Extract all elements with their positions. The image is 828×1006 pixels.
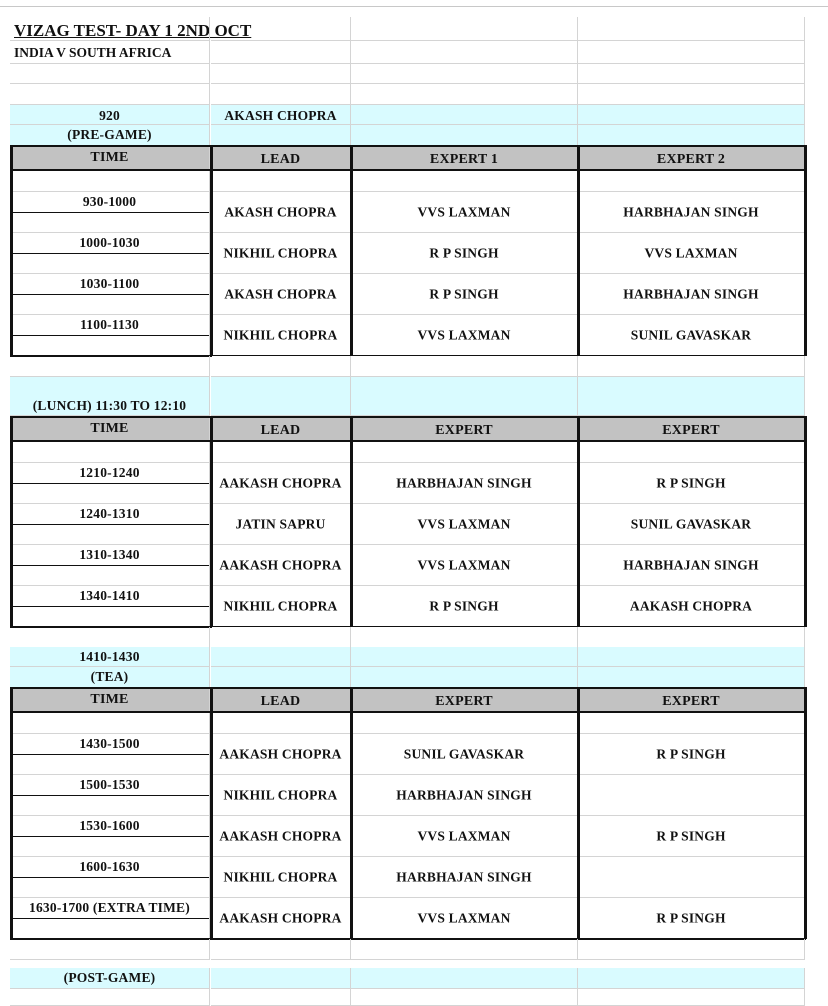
cell <box>10 713 210 734</box>
cell <box>10 627 210 648</box>
session3-row <box>0 857 828 898</box>
cell <box>351 105 578 125</box>
session2-lead: AAKASH CHOPRA <box>219 557 342 573</box>
session2-lead-cell <box>211 586 351 627</box>
session3-time: 1530-1600 <box>79 818 140 833</box>
table-border-right <box>804 687 807 939</box>
time-cell-divider <box>10 565 209 566</box>
session1-time-cell <box>10 192 210 233</box>
session1-header-label: LEAD <box>260 152 301 167</box>
cell <box>211 627 351 648</box>
session1-lead: NIKHIL CHOPRA <box>223 327 338 343</box>
cell <box>10 442 210 463</box>
session2-header-label: LEAD <box>260 423 301 438</box>
cell <box>10 64 210 84</box>
session1-time-cell <box>10 315 210 356</box>
session1-time: 1100-1130 <box>80 317 139 332</box>
session2-lead: JATIN SAPRU <box>235 516 326 532</box>
cell <box>10 377 210 398</box>
cell <box>578 64 805 84</box>
cell <box>211 17 351 41</box>
session1-header-time <box>10 146 210 171</box>
table-column-rule <box>577 416 580 627</box>
tea-label-row <box>0 667 828 688</box>
session2-expert2: HARBHAJAN SINGH <box>623 557 759 573</box>
session1-lead: NIKHIL CHOPRA <box>223 245 338 261</box>
table-column-rule <box>210 416 213 627</box>
session3-expert2: R P SINGH <box>656 746 726 762</box>
session2-expert1-cell <box>351 545 578 586</box>
cell <box>351 627 578 648</box>
cell <box>211 968 351 989</box>
session1-expert1-cell <box>351 274 578 315</box>
table-border-left <box>10 687 13 939</box>
time-cell-divider <box>10 918 209 919</box>
document-title: VIZAG TEST- DAY 1 2ND OCT <box>14 21 252 40</box>
session1-time: 1000-1030 <box>79 235 140 250</box>
session1-expert1: R P SINGH <box>429 245 499 261</box>
cell <box>211 125 351 146</box>
session3-header-expert1 <box>351 688 578 713</box>
tea-label: (TEA) <box>90 669 129 684</box>
session1-expert1: VVS LAXMAN <box>417 204 511 220</box>
session2-header-label: EXPERT <box>662 423 720 438</box>
session3-time-cell <box>10 734 210 775</box>
session2-time-cell <box>10 504 210 545</box>
session2-time: 1310-1340 <box>79 547 140 562</box>
session1-row <box>0 315 828 356</box>
cell <box>578 41 805 64</box>
cell <box>10 171 210 192</box>
session1-header-expert1 <box>351 146 578 171</box>
session3-lead: AAKASH CHOPRA <box>219 746 342 762</box>
cell <box>211 84 351 105</box>
session3-lead-cell <box>211 734 351 775</box>
session2-time: 1340-1410 <box>79 588 140 603</box>
session3-header-label: LEAD <box>260 694 301 709</box>
time-cell-divider <box>10 253 209 254</box>
session3-lead-cell <box>211 775 351 816</box>
table-column-rule <box>350 687 353 939</box>
cell <box>211 41 351 64</box>
session2-time-cell <box>10 586 210 627</box>
session3-time: 1600-1630 <box>79 859 140 874</box>
cell <box>211 647 351 667</box>
session3-header-label: TIME <box>90 692 129 707</box>
session2-header-label: EXPERT <box>435 423 493 438</box>
session2-expert1: HARBHAJAN SINGH <box>396 475 532 491</box>
session2-expert1: R P SINGH <box>429 598 499 614</box>
cell <box>351 968 578 989</box>
session1-header-lead <box>211 146 351 171</box>
session1-header-expert2 <box>578 146 805 171</box>
cell <box>351 713 578 734</box>
session2-time: 1210-1240 <box>79 465 140 480</box>
table-column-rule <box>350 416 353 627</box>
session2-lead-cell <box>211 504 351 545</box>
cell <box>578 939 805 960</box>
cell <box>351 396 578 416</box>
time-cell-divider <box>10 483 209 484</box>
pregame-row <box>0 105 828 125</box>
table-header-border <box>10 169 806 171</box>
session3-expert1-cell <box>351 775 578 816</box>
blank-row <box>0 939 828 960</box>
session2-expert2-cell <box>578 463 805 504</box>
session3-time-cell <box>10 816 210 857</box>
session3-row <box>0 734 828 775</box>
session1-expert2-cell <box>578 192 805 233</box>
session1-lead: AKASH CHOPRA <box>224 286 337 302</box>
session2-header-expert1 <box>351 417 578 442</box>
session3-expert1: VVS LAXMAN <box>417 828 511 844</box>
table-header-border <box>10 711 806 713</box>
time-cell-divider <box>10 754 209 755</box>
table-border-right <box>804 145 807 356</box>
session3-time-cell <box>10 775 210 816</box>
session3-header-label: EXPERT <box>662 694 720 709</box>
session3-lead-cell <box>211 816 351 857</box>
session1-row <box>0 274 828 315</box>
session3-lead: AAKASH CHOPRA <box>219 828 342 844</box>
session2-time-cell <box>10 545 210 586</box>
session1-time-cell <box>10 274 210 315</box>
cell <box>351 939 578 960</box>
session3-lead-cell <box>211 898 351 939</box>
blank-row <box>0 17 828 41</box>
session1-header-label: EXPERT 2 <box>656 152 726 167</box>
cell <box>10 939 210 960</box>
cell <box>578 356 805 377</box>
cell <box>578 105 805 125</box>
cell <box>211 356 351 377</box>
cyan-row <box>0 377 828 398</box>
session2-lead-cell <box>211 463 351 504</box>
session1-row <box>0 233 828 274</box>
session2-expert2-cell <box>578 586 805 627</box>
table-border-left <box>10 145 13 356</box>
blank-row <box>0 41 828 64</box>
session1-lead: AKASH CHOPRA <box>224 204 337 220</box>
session3-time: 1500-1530 <box>79 777 140 792</box>
cell <box>578 667 805 688</box>
session3-time-cell <box>10 857 210 898</box>
cell <box>351 125 578 146</box>
table-border-top <box>10 145 806 147</box>
cell <box>351 41 578 64</box>
session2-expert1: VVS LAXMAN <box>417 557 511 573</box>
session1-time: 1030-1100 <box>79 276 140 291</box>
table-column-rule <box>210 687 213 939</box>
pregame-label-row <box>0 125 828 146</box>
session2-expert1-cell <box>351 586 578 627</box>
session3-expert1: VVS LAXMAN <box>417 910 511 926</box>
session2-expert1-cell <box>351 463 578 504</box>
session3-expert1-cell <box>351 816 578 857</box>
cell <box>578 125 805 146</box>
session2-header-time <box>10 417 210 442</box>
table-column-rule <box>577 145 580 356</box>
blank-row <box>0 627 828 648</box>
pregame-label-cell <box>10 125 210 146</box>
cell <box>211 667 351 688</box>
session3-row <box>0 775 828 816</box>
pregame-lead-cell <box>211 105 351 125</box>
cell <box>578 442 805 463</box>
time-cell-divider <box>10 877 209 878</box>
cell <box>578 713 805 734</box>
cell <box>578 968 805 989</box>
cell <box>578 989 805 1006</box>
session3-time: 1430-1500 <box>79 736 140 751</box>
session2-time: 1240-1310 <box>79 506 140 521</box>
tea-label-cell <box>10 667 210 688</box>
table-column-rule <box>210 145 213 356</box>
session2-expert2-cell <box>578 504 805 545</box>
time-cell-divider <box>10 212 209 213</box>
postgame-label: (POST-GAME) <box>63 970 156 985</box>
time-cell-divider <box>10 524 209 525</box>
pregame-time: 920 <box>99 108 120 123</box>
session3-lead-cell <box>211 857 351 898</box>
session1-time-cell <box>10 233 210 274</box>
session1-lead-cell <box>211 274 351 315</box>
session3-expert2-cell <box>578 734 805 775</box>
session3-expert1: HARBHAJAN SINGH <box>396 787 532 803</box>
cell <box>578 171 805 192</box>
table-border-top <box>10 416 806 418</box>
tea-time-row <box>0 647 828 667</box>
session2-expert2: R P SINGH <box>656 475 726 491</box>
session3-lead: NIKHIL CHOPRA <box>223 869 338 885</box>
session1-expert2: HARBHAJAN SINGH <box>623 204 759 220</box>
session1-expert2: SUNIL GAVASKAR <box>630 327 752 343</box>
session3-header-expert2 <box>578 688 805 713</box>
cell <box>578 377 805 398</box>
cell <box>351 64 578 84</box>
time-cell-divider <box>10 294 209 295</box>
session2-expert2: AAKASH CHOPRA <box>629 598 753 614</box>
session2-expert1: VVS LAXMAN <box>417 516 511 532</box>
session1-row <box>0 192 828 233</box>
cell <box>578 396 805 416</box>
blank-row <box>0 84 828 105</box>
session1-expert2-cell <box>578 315 805 356</box>
session2-header-lead <box>211 417 351 442</box>
cell <box>10 356 210 377</box>
cell <box>211 377 351 398</box>
session1-expert1-cell <box>351 315 578 356</box>
table-column-rule <box>350 145 353 356</box>
cell <box>211 939 351 960</box>
session3-row <box>0 816 828 857</box>
session1-expert2: VVS LAXMAN <box>644 245 738 261</box>
cell <box>211 442 351 463</box>
session2-row <box>0 504 828 545</box>
session3-expert1-cell <box>351 734 578 775</box>
session3-expert1-cell <box>351 857 578 898</box>
session3-expert1: HARBHAJAN SINGH <box>396 869 532 885</box>
session1-expert1-cell <box>351 192 578 233</box>
session2-header-label: TIME <box>90 421 129 436</box>
document-subtitle: INDIA V SOUTH AFRICA <box>14 45 172 60</box>
session2-row <box>0 586 828 627</box>
cell <box>351 667 578 688</box>
pregame-label: (PRE-GAME) <box>67 127 152 142</box>
cell <box>10 989 210 1006</box>
session3-row <box>0 898 828 939</box>
session3-expert2-cell <box>578 816 805 857</box>
session1-time: 930-1000 <box>82 194 137 209</box>
session2-blank-row <box>0 442 828 463</box>
cell <box>211 713 351 734</box>
session1-expert1-cell <box>351 233 578 274</box>
cell <box>211 989 351 1006</box>
session1-header-label: EXPERT 1 <box>429 152 499 167</box>
cell <box>578 17 805 41</box>
session2-lead: NIKHIL CHOPRA <box>223 598 338 614</box>
cell <box>351 356 578 377</box>
session2-lead-cell <box>211 545 351 586</box>
cell <box>351 989 578 1006</box>
session3-expert2-cell <box>578 775 805 816</box>
session2-row <box>0 545 828 586</box>
session2-expert2-cell <box>578 545 805 586</box>
session3-blank-row <box>0 713 828 734</box>
session3-time: 1630-1700 (EXTRA TIME) <box>29 900 190 915</box>
pregame-lead: AKASH CHOPRA <box>224 108 337 123</box>
blank-row <box>0 64 828 84</box>
postgame-row <box>0 968 828 989</box>
session3-expert2: R P SINGH <box>656 910 726 926</box>
session3-expert1: SUNIL GAVASKAR <box>403 746 525 762</box>
blank-row <box>0 356 828 377</box>
session1-lead-cell <box>211 233 351 274</box>
session1-header-row <box>0 146 828 171</box>
session1-blank-row <box>0 171 828 192</box>
session3-header-row <box>0 688 828 713</box>
session2-expert1-cell <box>351 504 578 545</box>
cell <box>10 17 210 41</box>
blank-row <box>0 989 828 1006</box>
cell <box>351 442 578 463</box>
cell <box>351 84 578 105</box>
table-border-right <box>804 416 807 627</box>
session2-row <box>0 463 828 504</box>
session2-lead: AAKASH CHOPRA <box>219 475 342 491</box>
cell <box>351 171 578 192</box>
session3-lead: NIKHIL CHOPRA <box>223 787 338 803</box>
time-cell-divider <box>10 795 209 796</box>
cell <box>211 396 351 416</box>
session1-expert2-cell <box>578 274 805 315</box>
session3-lead: AAKASH CHOPRA <box>219 910 342 926</box>
cell <box>578 84 805 105</box>
table-border-top <box>10 687 806 689</box>
session3-header-lead <box>211 688 351 713</box>
cell <box>578 647 805 667</box>
session1-expert2: HARBHAJAN SINGH <box>623 286 759 302</box>
session3-expert2-cell <box>578 898 805 939</box>
time-cell-divider <box>10 606 209 607</box>
tea-time: 1410-1430 <box>79 649 140 664</box>
session1-lead-cell <box>211 192 351 233</box>
session2-time-cell <box>10 463 210 504</box>
tea-time-cell <box>10 647 210 667</box>
session2-expert2: SUNIL GAVASKAR <box>630 516 752 532</box>
time-cell-divider <box>10 836 209 837</box>
session3-expert2-cell <box>578 857 805 898</box>
session1-expert2-cell <box>578 233 805 274</box>
cell <box>211 171 351 192</box>
cell <box>10 84 210 105</box>
session1-expert1: VVS LAXMAN <box>417 327 511 343</box>
cell <box>10 41 210 64</box>
cell <box>351 647 578 667</box>
pregame-time-cell <box>10 105 210 125</box>
session1-lead-cell <box>211 315 351 356</box>
cell <box>578 627 805 648</box>
session3-expert2: R P SINGH <box>656 828 726 844</box>
cell <box>351 377 578 398</box>
cell <box>211 64 351 84</box>
table-border-left <box>10 416 13 627</box>
session1-expert1: R P SINGH <box>429 286 499 302</box>
lunch-row <box>0 396 828 416</box>
table-header-border <box>10 440 806 442</box>
session2-header-expert2 <box>578 417 805 442</box>
session1-header-label: TIME <box>90 150 129 165</box>
session2-header-row <box>0 417 828 442</box>
session3-header-label: EXPERT <box>435 694 493 709</box>
time-cell-divider <box>10 335 209 336</box>
session3-header-time <box>10 688 210 713</box>
cell <box>351 17 578 41</box>
session3-time-cell <box>10 898 210 939</box>
table-column-rule <box>577 687 580 939</box>
lunch-cell <box>10 396 210 416</box>
session3-expert1-cell <box>351 898 578 939</box>
lunch-label: (LUNCH) 11:30 TO 12:10 <box>32 398 187 413</box>
postgame-cell <box>10 968 210 989</box>
